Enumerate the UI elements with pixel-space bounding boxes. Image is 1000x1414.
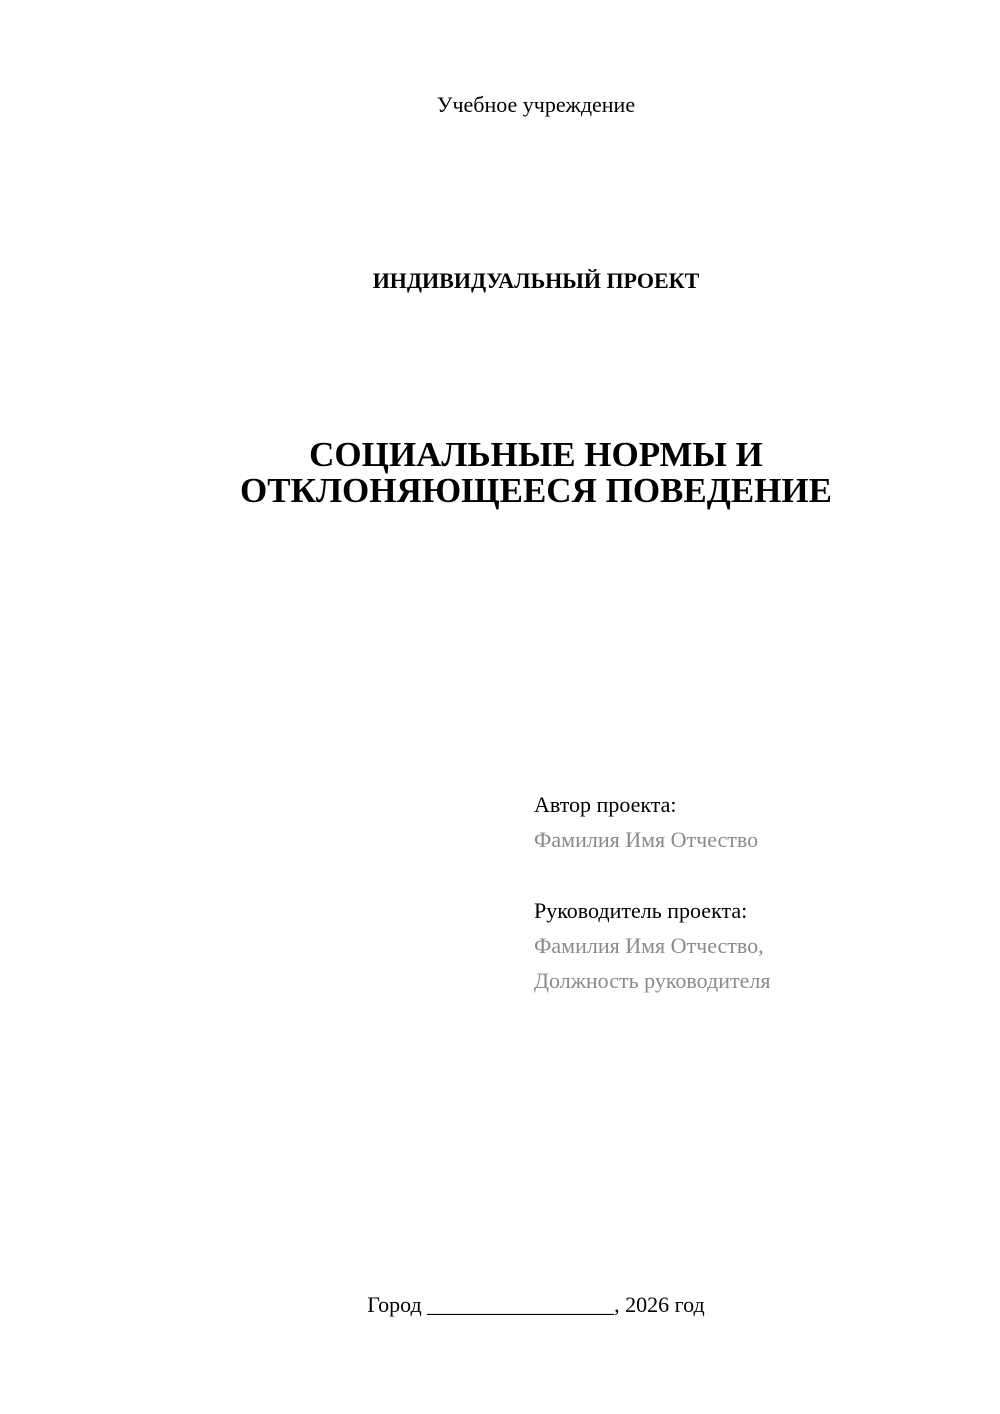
supervisor-name: Фамилия Имя Отчество, (534, 933, 764, 958)
supervisor-label: Руководитель проекта: (534, 898, 748, 923)
project-type-heading: ИНДИВИДУАЛЬНЫЙ ПРОЕКТ (372, 268, 700, 293)
author-name: Фамилия Имя Отчество (534, 827, 759, 852)
project-title-line-2: ОТКЛОНЯЮЩЕЕСЯ ПОВЕДЕНИЕ (240, 471, 832, 510)
project-title (0, 437, 1000, 509)
author-label: Автор проекта: (534, 792, 677, 817)
credits-spacer (534, 857, 974, 893)
supervisor-position: Должность руководителя (534, 968, 771, 993)
city-year-line: Город _________________, 2026 год (367, 1292, 705, 1317)
project-credits (534, 787, 974, 998)
project-title-line-1: СОЦИАЛЬНЫЕ НОРМЫ И (309, 435, 763, 474)
institution-name: Учебное учреждение (436, 92, 636, 117)
